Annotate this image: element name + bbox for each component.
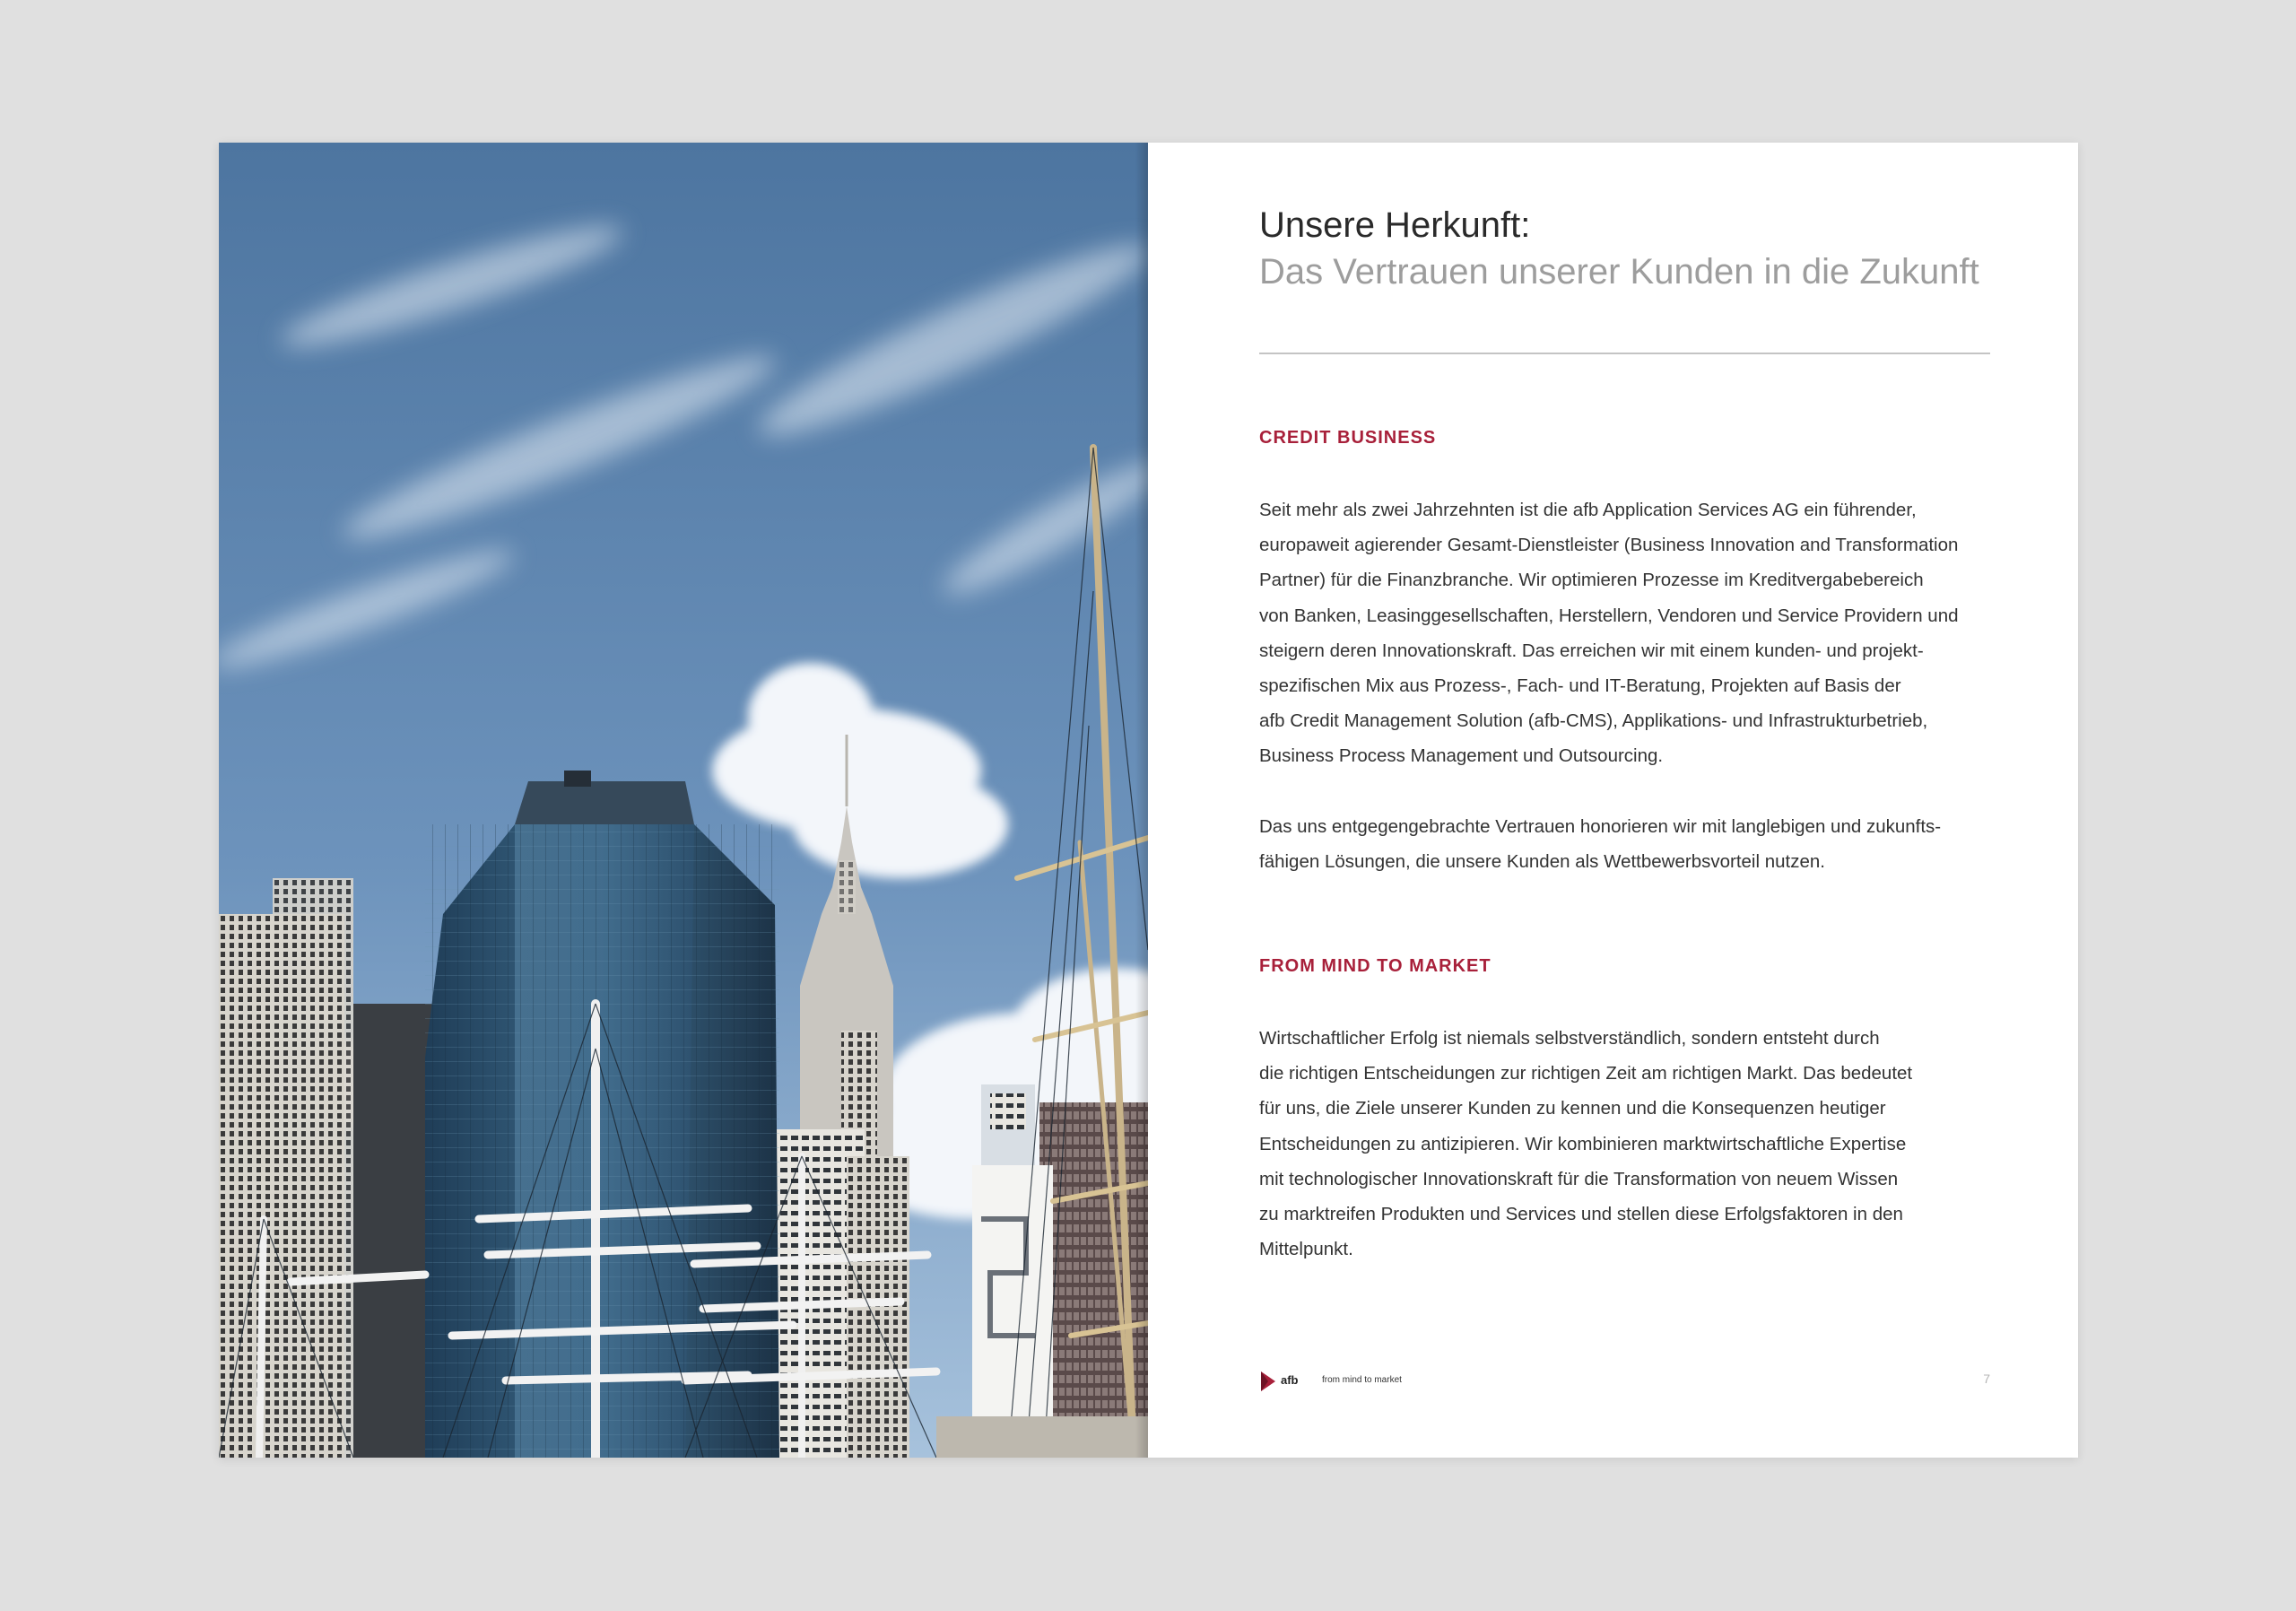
afb-logo-icon bbox=[1259, 1370, 1279, 1393]
page-number: 7 bbox=[1983, 1372, 1990, 1386]
title-divider bbox=[1259, 353, 1990, 354]
page-subtitle: Das Vertrauen unserer Kunden in die Zukunft bbox=[1259, 252, 1979, 292]
section-heading-credit-business: CREDIT BUSINESS bbox=[1259, 428, 1437, 448]
brochure-spread bbox=[219, 143, 2078, 1458]
page-title: Unsere Herkunft: bbox=[1259, 205, 1531, 245]
section-heading-from-mind-to-market: FROM MIND TO MARKET bbox=[1259, 956, 1492, 977]
skyline-photo bbox=[219, 143, 1148, 1458]
section-paragraph: Wirtschaftlicher Erfolg ist niemals selbstverständlich, sondern entsteht durch die richtigen Entscheidungen zur richtigen Zeit am richtigen Markt. Das bedeutet für uns, die Ziele unserer Kunden zu kennen und die Konsequenzen heutiger Entscheidungen zu antizipieren. Wir kombinieren marktwirtschaftliche Expertise mit technologischer Innovationskraft für die Transformation von neuem Wissen zu marktreifen Produkten und Services und stellen diese Erfolgsfaktoren in den Mittelpunkt. bbox=[1259, 1028, 1913, 1260]
section-paragraph: Seit mehr als zwei Jahrzehnten ist die afb Application Services AG ein führender, europaweit agierender Gesamt-Dienstleister (Business Innovation and Transformation Partner) für die Finanzbranche. Wir optimieren Prozesse im Kreditvergabebereich von Banken, Leasinggesellschaften, Herstellern, Vendoren und Service Providern und steigern deren Innovationskraft. Das erreichen wir mit einem kunden- und projekt- spezifischen Mix aus Prozess-, Fach- und IT-Beratung, Projekten auf Basis der afb Credit Management Solution (afb-CMS), Applikations- und Infrastrukturbetrieb, Business Process Management und Outsourcing. bbox=[1259, 500, 1959, 767]
page-content bbox=[1259, 202, 1990, 1267]
logo-wordmark: afb bbox=[1281, 1373, 1299, 1387]
text-page bbox=[1148, 143, 2078, 1458]
page-footer bbox=[1259, 1370, 1990, 1397]
photo-page bbox=[219, 143, 1148, 1458]
footer-tagline: from mind to market bbox=[1322, 1375, 1402, 1385]
section-paragraph: Das uns entgegengebrachte Vertrauen honorieren wir mit langlebigen und zukunfts- fähigen Lösungen, die unsere Kunden als Wettbewerbsvorteil nutzen. bbox=[1259, 815, 1942, 872]
